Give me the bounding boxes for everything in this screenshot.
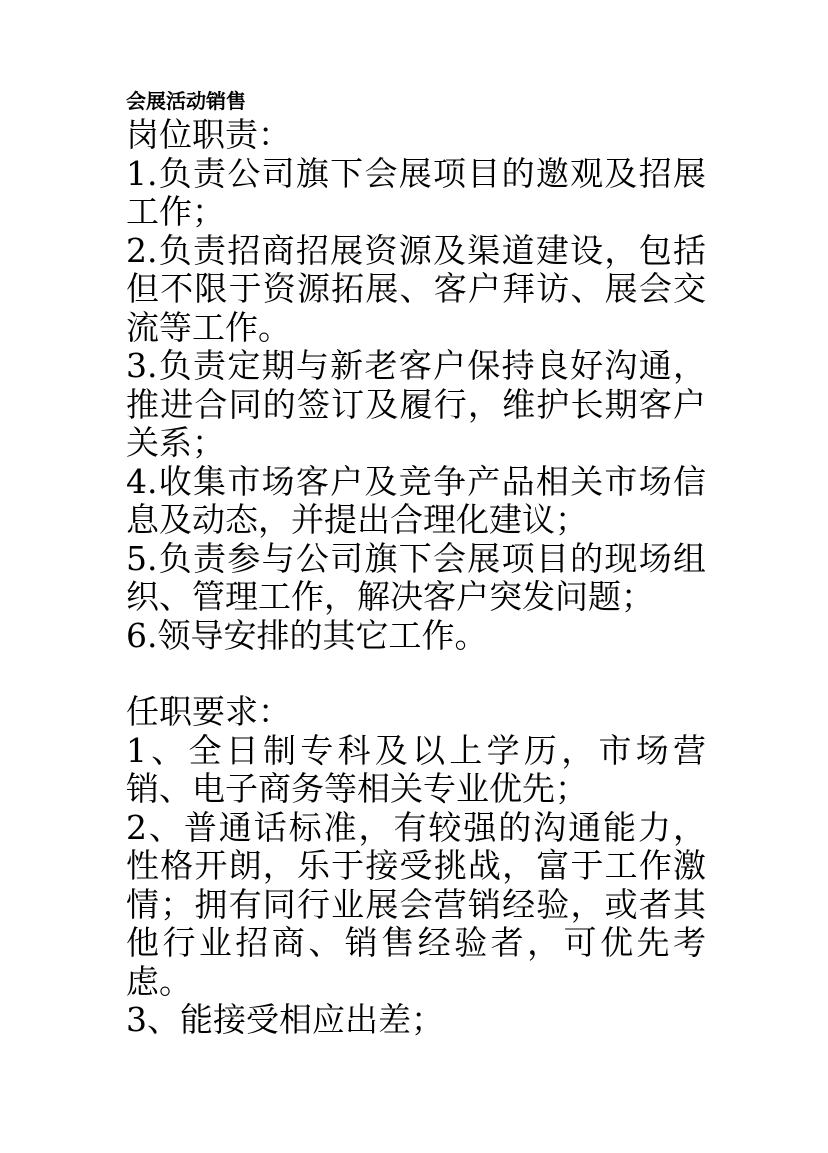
- requirement-item-1: 1、全日制专科及以上学历，市场营销、电子商务等相关专业优先；: [126, 730, 706, 808]
- document-body: [126, 88, 706, 1040]
- responsibility-item-3: 3.负责定期与新老客户保持良好沟通，推进合同的签订及履行，维护长期客户关系；: [126, 346, 706, 462]
- requirement-item-2: 2、普通话标准，有较强的沟通能力，性格开朗，乐于接受挑战，富于工作激情；拥有同行业展会营销经验，或者其他行业招商、销售经验者，可优先考虑。: [126, 807, 706, 1001]
- section-spacer: [126, 655, 706, 693]
- requirement-item-3: 3、能接受相应出差；: [126, 1000, 444, 1039]
- document-title: 会展活动销售: [126, 89, 246, 113]
- responsibility-item-2: 2.负责招商招展资源及渠道建设，包括但不限于资源拓展、客户拜访、展会交流等工作。: [126, 230, 706, 347]
- responsibility-item-1: 1.负责公司旗下会展项目的邀观及招展工作；: [126, 153, 706, 231]
- responsibility-item-6: 6.领导安排的其它工作。: [126, 615, 488, 655]
- requirements-heading: 任职要求：: [126, 692, 291, 731]
- responsibilities-heading: 岗位职责：: [126, 115, 291, 154]
- responsibility-item-5: 5.负责参与公司旗下会展项目的现场组织、管理工作，解决客户突发问题；: [126, 538, 706, 616]
- responsibility-item-4: 4.收集市场客户及竞争产品相关市场信息及动态，并提出合理化建议；: [126, 461, 706, 539]
